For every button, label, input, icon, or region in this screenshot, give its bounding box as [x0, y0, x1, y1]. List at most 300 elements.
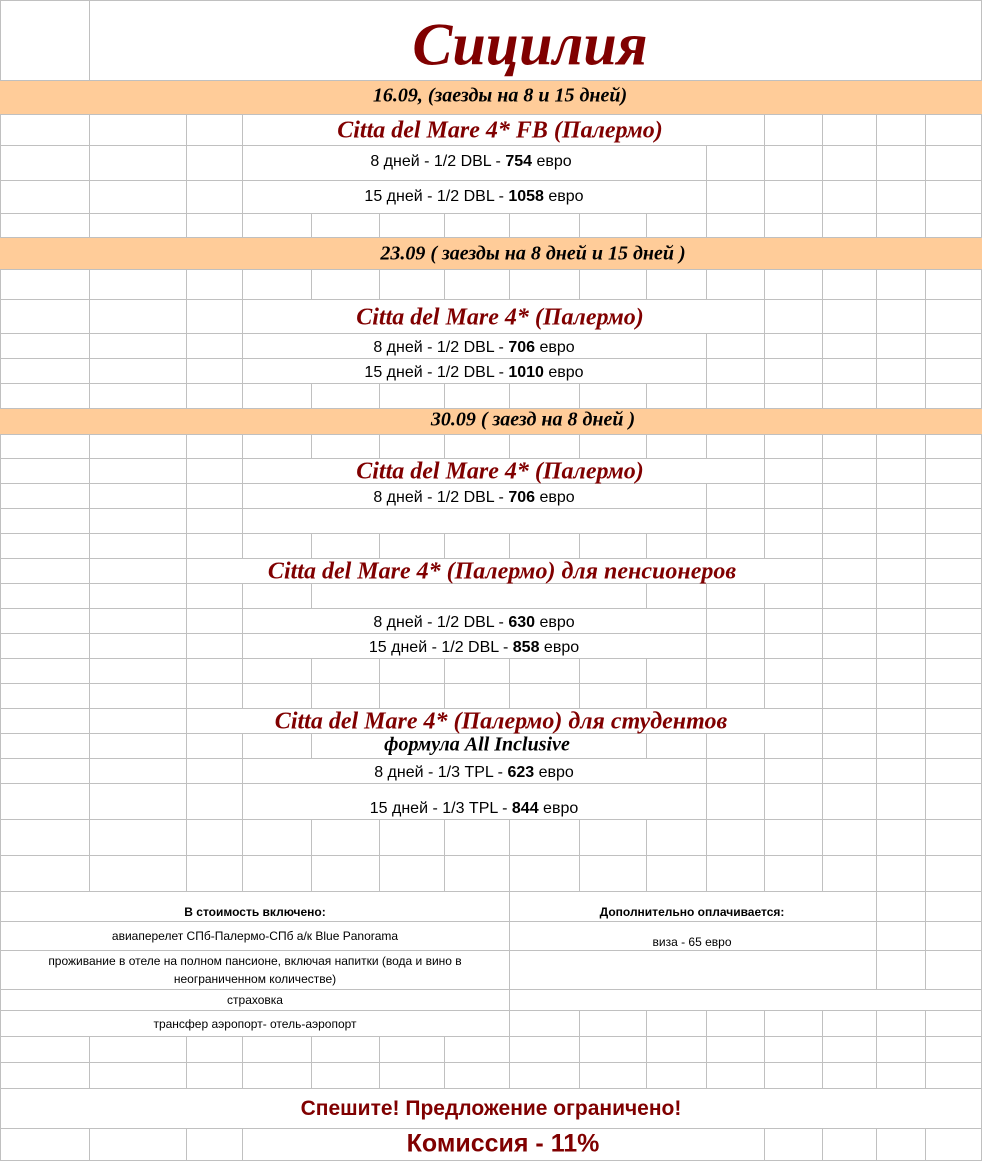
grid-line [509, 1062, 510, 1088]
grid-line [242, 658, 243, 683]
grid-line [0, 855, 982, 856]
grid-line [242, 508, 243, 533]
hotel-title: Citta del Mare 4* FB (Палермо) [337, 117, 663, 144]
grid-line [242, 855, 243, 891]
grid-line [242, 383, 243, 408]
grid-line [186, 213, 187, 237]
grid-line [0, 819, 982, 820]
grid-line [706, 358, 707, 383]
grid-line [379, 1036, 380, 1062]
grid-line [925, 891, 926, 921]
grid-line [444, 683, 445, 708]
grid-line [0, 299, 982, 300]
hotel-title: Citta del Mare 4* (Палермо) для студентов [274, 708, 728, 735]
grid-line [925, 758, 926, 783]
grid-line [444, 819, 445, 855]
grid-line [186, 758, 187, 783]
grid-line [0, 299, 1, 333]
grid-line [0, 1062, 982, 1063]
grid-line [822, 358, 823, 383]
grid-line [89, 583, 90, 608]
grid-line [706, 1010, 707, 1036]
grid-line [925, 458, 926, 483]
grid-line [379, 683, 380, 708]
grid-line [242, 180, 243, 213]
grid-line [706, 483, 707, 508]
grid-line [0, 783, 1, 819]
grid-line [0, 583, 1, 608]
grid-line [764, 269, 765, 299]
grid-line [925, 558, 926, 583]
grid-line [311, 213, 312, 237]
grid-line [579, 434, 580, 458]
grid-line [822, 434, 823, 458]
grid-line [822, 633, 823, 658]
grid-line [89, 633, 90, 658]
grid-line [876, 145, 877, 180]
grid-line [242, 1128, 243, 1160]
grid-line [646, 383, 647, 408]
grid-line [579, 383, 580, 408]
grid-line [311, 434, 312, 458]
extra-header: Дополнительно оплачивается: [599, 905, 785, 919]
price-line: 15 дней - 1/2 DBL - 1058 евро [364, 188, 584, 205]
grid-line [379, 434, 380, 458]
grid-line [822, 1036, 823, 1062]
grid-line [444, 855, 445, 891]
grid-line [0, 434, 982, 435]
grid-line [822, 733, 823, 758]
grid-line [186, 299, 187, 333]
grid-line [646, 269, 647, 299]
grid-line [186, 855, 187, 891]
grid-line [764, 213, 765, 237]
grid-line [186, 269, 187, 299]
grid-line [579, 683, 580, 708]
grid-line [0, 458, 1, 483]
grid-line [706, 733, 707, 758]
grid-line [764, 1062, 765, 1088]
grid-line [764, 683, 765, 708]
grid-line [579, 1010, 580, 1036]
grid-line [509, 434, 510, 458]
grid-line [0, 608, 982, 609]
grid-line [242, 758, 243, 783]
grid-line [764, 633, 765, 658]
grid-line [925, 533, 926, 558]
grid-line [876, 658, 877, 683]
grid-line [0, 237, 982, 238]
grid-line [764, 434, 765, 458]
price-line: 8 дней - 1/2 DBL - 754 евро [370, 153, 572, 170]
grid-line [242, 608, 243, 633]
grid-line [444, 1036, 445, 1062]
grid-line [379, 383, 380, 408]
grid-line [89, 114, 90, 145]
grid-line [444, 269, 445, 299]
grid-line [509, 1010, 510, 1036]
grid-line [876, 950, 877, 989]
grid-line [0, 608, 1, 633]
grid-line [822, 299, 823, 333]
grid-line [706, 213, 707, 237]
grid-line [876, 533, 877, 558]
grid-line [0, 145, 1, 180]
grid-line [0, 633, 1, 658]
grid-line [876, 1062, 877, 1088]
grid-line [0, 1128, 1, 1160]
grid-line [89, 434, 90, 458]
grid-line [509, 891, 510, 921]
grid-line [579, 658, 580, 683]
grid-line [379, 533, 380, 558]
grid-line [89, 855, 90, 891]
grid-line [242, 819, 243, 855]
grid-line [925, 483, 926, 508]
grid-line [0, 508, 1, 533]
grid-line [822, 383, 823, 408]
grid-line [764, 733, 765, 758]
grid-line [706, 819, 707, 855]
grid-line [0, 683, 982, 684]
grid-line [876, 458, 877, 483]
grid-line [579, 1036, 580, 1062]
grid-line [925, 508, 926, 533]
grid-line [646, 213, 647, 237]
grid-line [89, 1036, 90, 1062]
grid-line [0, 358, 982, 359]
grid-line [379, 819, 380, 855]
grid-line [0, 708, 1, 733]
grid-line [0, 80, 982, 81]
grid-line [925, 819, 926, 855]
grid-line [876, 114, 877, 145]
grid-line [706, 608, 707, 633]
grid-line [876, 921, 877, 950]
grid-line [242, 483, 243, 508]
grid-line [764, 583, 765, 608]
grid-line [925, 383, 926, 408]
grid-line [579, 1062, 580, 1088]
grid-line [311, 733, 312, 758]
hotel-title: Citta del Mare 4* (Палермо) [356, 458, 644, 485]
grid-line [0, 333, 1, 358]
grid-line [0, 819, 1, 855]
grid-line [925, 950, 926, 989]
grid-line [764, 483, 765, 508]
commission-text: Комиссия - 11% [406, 1129, 600, 1158]
grid-line [89, 213, 90, 237]
grid-line [0, 483, 1, 508]
grid-line [89, 0, 90, 80]
grid-line [242, 683, 243, 708]
grid-line [0, 533, 1, 558]
grid-line [0, 1036, 1, 1062]
grid-line [242, 269, 243, 299]
price-line: 8 дней - 1/2 DBL - 706 евро [373, 339, 575, 356]
grid-line [925, 358, 926, 383]
included-item: проживание в отеле на полном пансионе, включая напитки (вода и вино в неограниченном количестве) [48, 954, 462, 986]
date-band-2: 23.09 ( заезды на 8 дней и 15 дней ) [380, 242, 686, 265]
grid-line [822, 558, 823, 583]
grid-line [876, 1128, 877, 1160]
grid-line [822, 145, 823, 180]
grid-line [0, 213, 982, 214]
extra-item: виза - 65 евро [652, 935, 732, 949]
grid-line [509, 921, 510, 950]
grid-line [89, 458, 90, 483]
hotel-title: Citta del Mare 4* (Палермо) [356, 304, 644, 331]
grid-line [186, 458, 187, 483]
grid-line [0, 989, 1, 1010]
grid-line [822, 819, 823, 855]
grid-line [242, 633, 243, 658]
grid-line [89, 783, 90, 819]
grid-line [706, 383, 707, 408]
grid-line [0, 891, 1, 921]
grid-line [764, 608, 765, 633]
grid-line [925, 1128, 926, 1160]
grid-line [706, 783, 707, 819]
grid-line [0, 180, 982, 181]
grid-line [706, 583, 707, 608]
grid-line [186, 434, 187, 458]
grid-line [706, 533, 707, 558]
grid-line [186, 333, 187, 358]
price-line: 8 дней - 1/2 DBL - 630 евро [373, 614, 575, 631]
grid-line [646, 583, 647, 608]
grid-line [89, 608, 90, 633]
grid-line [89, 333, 90, 358]
hotel-subtitle: формула All Inclusive [384, 733, 570, 756]
grid-line [925, 608, 926, 633]
grid-line [0, 533, 982, 534]
grid-line [925, 299, 926, 333]
grid-line [186, 583, 187, 608]
grid-line [822, 508, 823, 533]
grid-line [89, 533, 90, 558]
grid-line [764, 458, 765, 483]
grid-line [646, 819, 647, 855]
hotel-title: Citta del Mare 4* (Палермо) для пенсионеров [267, 558, 737, 585]
grid-line [89, 758, 90, 783]
grid-line [925, 114, 926, 145]
grid-line [89, 819, 90, 855]
grid-line [925, 145, 926, 180]
grid-line [0, 1010, 982, 1011]
grid-line [822, 583, 823, 608]
grid-line [764, 299, 765, 333]
grid-line [186, 783, 187, 819]
grid-line [509, 658, 510, 683]
grid-line [764, 333, 765, 358]
grid-line [0, 0, 982, 1]
grid-line [706, 683, 707, 708]
grid-line [822, 333, 823, 358]
grid-line [509, 213, 510, 237]
grid-line [876, 434, 877, 458]
grid-line [0, 783, 982, 784]
grid-line [509, 383, 510, 408]
grid-line [89, 358, 90, 383]
grid-line [646, 855, 647, 891]
grid-line [242, 114, 243, 145]
grid-line [646, 733, 647, 758]
grid-line [186, 114, 187, 145]
grid-line [764, 180, 765, 213]
grid-line [186, 1128, 187, 1160]
grid-line [186, 819, 187, 855]
grid-line [764, 1128, 765, 1160]
grid-line [89, 1128, 90, 1160]
grid-line [379, 213, 380, 237]
promo-text: Спешите! Предложение ограничено! [300, 1097, 682, 1120]
grid-line [925, 1062, 926, 1088]
grid-line [646, 1036, 647, 1062]
grid-line [876, 269, 877, 299]
price-line: 15 дней - 1/2 DBL - 858 евро [368, 639, 580, 656]
grid-line [646, 1010, 647, 1036]
grid-line [242, 458, 243, 483]
grid-line [509, 683, 510, 708]
grid-line [925, 633, 926, 658]
grid-line [646, 533, 647, 558]
grid-line [0, 114, 1, 145]
grid-line [186, 1062, 187, 1088]
grid-line [509, 855, 510, 891]
grid-line [822, 269, 823, 299]
grid-line [822, 213, 823, 237]
grid-line [89, 733, 90, 758]
grid-line [764, 508, 765, 533]
grid-line [89, 683, 90, 708]
grid-line [311, 819, 312, 855]
grid-line [444, 213, 445, 237]
grid-line [706, 633, 707, 658]
grid-line [242, 733, 243, 758]
grid-line [876, 558, 877, 583]
grid-line [186, 558, 187, 583]
grid-line [0, 180, 1, 213]
grid-line [0, 658, 1, 683]
grid-line [0, 921, 982, 922]
grid-line [509, 989, 510, 1010]
grid-line [876, 783, 877, 819]
grid-line [925, 1036, 926, 1062]
grid-line [876, 333, 877, 358]
grid-line [706, 758, 707, 783]
grid-line [876, 358, 877, 383]
grid-line [242, 1036, 243, 1062]
grid-line [0, 855, 1, 891]
grid-line [0, 950, 1, 989]
grid-line [876, 1036, 877, 1062]
grid-line [876, 483, 877, 508]
grid-line [822, 1010, 823, 1036]
grid-line [876, 180, 877, 213]
page-title: Сицилия [412, 11, 648, 78]
grid-line [876, 1010, 877, 1036]
price-line: 8 дней - 1/2 DBL - 706 евро [373, 489, 575, 506]
grid-line [822, 483, 823, 508]
grid-line [925, 683, 926, 708]
grid-line [186, 1036, 187, 1062]
grid-line [822, 855, 823, 891]
grid-line [822, 533, 823, 558]
grid-line [876, 213, 877, 237]
grid-line [509, 533, 510, 558]
grid-line [0, 434, 1, 458]
price-line: 15 дней - 1/2 DBL - 1010 евро [364, 364, 584, 381]
grid-line [876, 891, 877, 921]
grid-line [242, 533, 243, 558]
grid-line [0, 658, 982, 659]
grid-line [89, 269, 90, 299]
grid-line [242, 783, 243, 819]
grid-line [706, 658, 707, 683]
grid-line [509, 1036, 510, 1062]
grid-line [89, 145, 90, 180]
grid-line [822, 658, 823, 683]
grid-line [311, 383, 312, 408]
grid-line [0, 333, 982, 334]
included-item: авиаперелет СПб-Палермо-СПб а/к Blue Panorama [111, 929, 399, 943]
grid-line [0, 921, 1, 950]
grid-line [0, 114, 982, 115]
grid-line [925, 855, 926, 891]
grid-line [706, 1036, 707, 1062]
grid-line [379, 1062, 380, 1088]
grid-line [706, 855, 707, 891]
grid-line [579, 533, 580, 558]
grid-line [0, 383, 1, 408]
grid-line [706, 434, 707, 458]
grid-line [764, 358, 765, 383]
grid-line [706, 180, 707, 213]
grid-line [509, 819, 510, 855]
grid-line [0, 558, 1, 583]
grid-line [509, 269, 510, 299]
date-band-3: 30.09 ( заезд на 8 дней ) [430, 408, 636, 431]
grid-line [186, 608, 187, 633]
grid-line [876, 708, 877, 733]
grid-line [242, 583, 243, 608]
grid-line [646, 434, 647, 458]
grid-line [242, 358, 243, 383]
grid-line [706, 333, 707, 358]
grid-line [186, 383, 187, 408]
grid-line [379, 658, 380, 683]
grid-line [0, 269, 1, 299]
grid-line [706, 508, 707, 533]
grid-line [822, 783, 823, 819]
grid-line [379, 855, 380, 891]
grid-line [0, 891, 982, 892]
grid-line [242, 1062, 243, 1088]
grid-line [186, 508, 187, 533]
grid-line [764, 758, 765, 783]
included-item: страховка [227, 993, 283, 1007]
grid-line [925, 269, 926, 299]
grid-line [764, 533, 765, 558]
grid-line [444, 533, 445, 558]
grid-line [876, 733, 877, 758]
grid-line [89, 708, 90, 733]
price-line: 8 дней - 1/3 TPL - 623 евро [374, 764, 574, 781]
grid-line [876, 508, 877, 533]
grid-line [186, 683, 187, 708]
grid-line [925, 213, 926, 237]
